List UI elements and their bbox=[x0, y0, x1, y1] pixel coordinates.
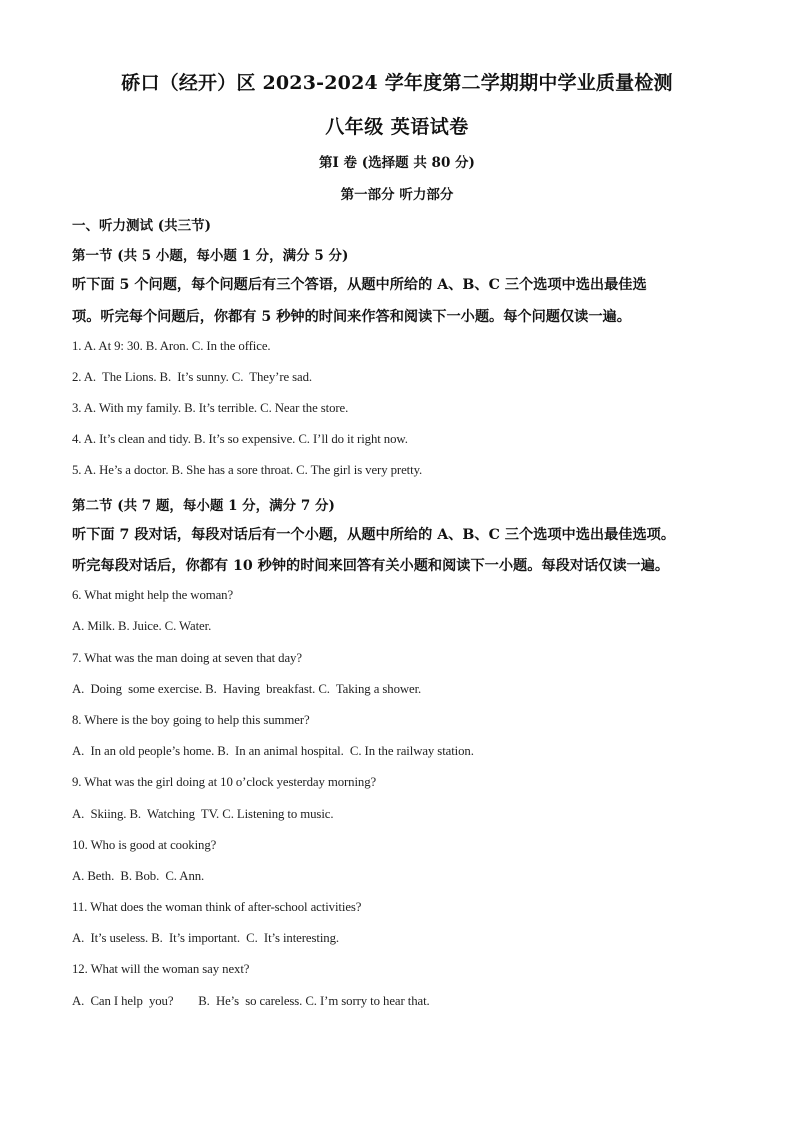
exam-title: 硚口（经开）区 2023-2024 学年度第二学期期中学业质量检测 bbox=[121, 72, 673, 94]
question-5: 5. A. He’s a doctor. B. She has a sore throat. C. The girl is very pretty. bbox=[72, 463, 423, 477]
question-9: 9. What was the girl doing at 10 o’clock yesterday morning? bbox=[72, 775, 377, 789]
options-6: A. Milk. B. Juice. C. Water. bbox=[72, 619, 212, 633]
section2-instruction-line1: 听下面 7 段对话，每段对话后有一个小题，从题中所给的 A、B、C 三个选项中选出最佳选项。 bbox=[72, 527, 676, 543]
question-11: 11. What does the woman think of after-school activities? bbox=[72, 900, 362, 914]
question-6: 6. What might help the woman? bbox=[72, 588, 234, 602]
question-7: 7. What was the man doing at seven that day? bbox=[72, 651, 302, 665]
section1-instruction-line2: 项。听完每个问题后，你都有 5 秒钟的时间来作答和阅读下一小题。每个问题仅读一遍。 bbox=[72, 309, 631, 325]
question-8: 8. Where is the boy going to help this summer? bbox=[72, 713, 310, 727]
volume-heading: 第Ⅰ 卷 (选择题 共 80 分) bbox=[319, 155, 475, 171]
section1-instruction-line1: 听下面 5 个问题，每个问题后有三个答语，从题中所给的 A、B、C 三个选项中选出最佳选 bbox=[72, 277, 647, 293]
section2-heading: 第二节 (共 7 题，每小题 1 分，满分 7 分) bbox=[72, 498, 335, 514]
listening-heading: 一、听力测试 (共三节) bbox=[72, 218, 211, 234]
options-10: A. Beth. B. Bob. C. Ann. bbox=[72, 869, 205, 883]
question-10: 10. Who is good at cooking? bbox=[72, 838, 217, 852]
options-12: A. Can I help you? B. He’s so careless. C. I’m sorry to hear that. bbox=[72, 994, 430, 1008]
question-12: 12. What will the woman say next? bbox=[72, 962, 250, 976]
options-9: A. Skiing. B. Watching TV. C. Listening to music. bbox=[72, 807, 334, 821]
options-8: A. In an old people’s home. B. In an animal hospital. C. In the railway station. bbox=[72, 744, 474, 758]
part-heading: 第一部分 听力部分 bbox=[340, 187, 454, 203]
options-7: A. Doing some exercise. B. Having breakfast. C. Taking a shower. bbox=[72, 682, 422, 696]
options-11: A. It’s useless. B. It’s important. C. It’s interesting. bbox=[72, 931, 339, 945]
question-3: 3. A. With my family. B. It’s terrible. C. Near the store. bbox=[72, 401, 349, 415]
question-4: 4. A. It’s clean and tidy. B. It’s so expensive. C. I’ll do it right now. bbox=[72, 432, 408, 446]
question-1: 1. A. At 9: 30. B. Aron. C. In the office. bbox=[72, 339, 271, 353]
section1-heading: 第一节 (共 5 小题，每小题 1 分，满分 5 分) bbox=[72, 248, 349, 264]
section2-instruction-line2: 听完每段对话后，你都有 10 秒钟的时间来回答有关小题和阅读下一小题。每段对话仅读一遍。 bbox=[72, 558, 670, 574]
question-2: 2. A. The Lions. B. It’s sunny. C. They’re sad. bbox=[72, 370, 313, 384]
exam-subtitle: 八年级 英语试卷 bbox=[325, 116, 469, 138]
